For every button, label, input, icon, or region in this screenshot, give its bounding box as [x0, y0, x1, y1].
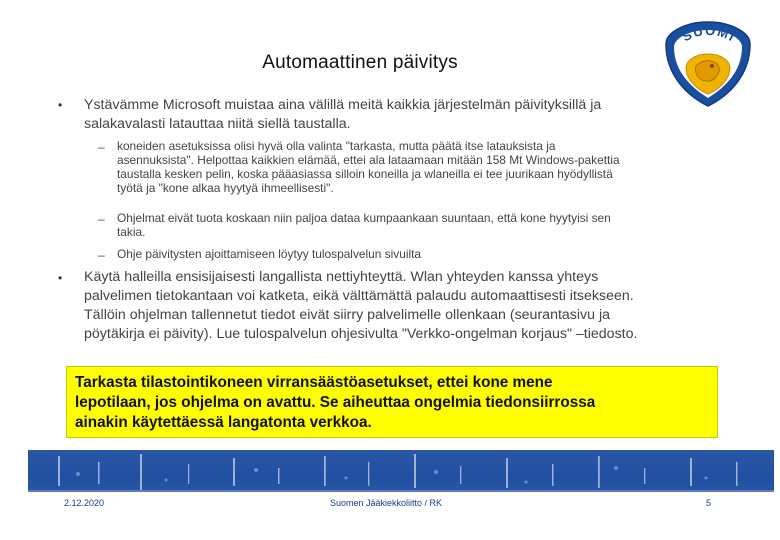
bullet-line: pöytäkirja ei päivity). Lue tulospalvelun ohjesivulta "Verkko-ongelman korjaus" –tiedosto.	[84, 326, 638, 342]
sub-bullet-line: koneiden asetuksissa olisi hyvä olla valinta "tarkasta, mutta päätä itse latauksista ja	[117, 139, 556, 153]
bullet-line: salakavalasti latauttaa niitä siellä taustalla.	[84, 116, 351, 132]
sub-bullet-marker: –	[98, 212, 105, 226]
bullet-marker: •	[58, 271, 63, 285]
footer-page-number: 5	[706, 498, 712, 508]
sub-bullet-line: asennuksista". Helpottaa kaikkien elämää, ettei ala lataamaan mitään 158 Mt Windows-pakettia	[117, 153, 620, 167]
ice-texture-decoration	[28, 450, 774, 498]
bullet-line: Tällöin ohjelman tallennetut tiedot eivät siirry palvelimelle ollenkaan (seurantasivu ja	[84, 307, 611, 323]
slide-title: Automaattinen päivitys	[262, 52, 458, 73]
sub-bullet-line: Ohjelmat eivät tuota koskaan niin paljoa dataa kumpaankaan suuntaan, että kone hyytyisi sen	[117, 211, 611, 225]
sub-bullet-text-2	[117, 211, 717, 239]
sub-bullet-line: työtä ja "kone alkaa hyytyä ihmeellisesti".	[117, 181, 334, 195]
sub-bullet-line: takia.	[117, 225, 146, 239]
notice-line: Tarkasta tilastointikoneen virransäästöasetukset, ettei kone mene	[75, 374, 553, 391]
warning-notice-box	[66, 366, 718, 438]
sub-bullet-marker: –	[98, 140, 105, 154]
bullet-line: Ystävämme Microsoft muistaa aina välillä meitä kaikkia järjestelmän päivityksillä ja	[84, 97, 602, 113]
footer-date: 2.12.2020	[64, 498, 105, 508]
sub-bullet-line: Ohje päivitysten ajoittamiseen löytyy tulospalvelun sivuilta	[117, 247, 422, 261]
sub-bullet-marker: –	[98, 248, 105, 262]
bullet-line: Käytä halleilla ensisijaisesti langallista nettiyhteyttä. Wlan yhteyden kanssa yhteys	[84, 269, 599, 285]
logo-text: SUOMI	[679, 22, 739, 45]
sub-bullet-line: taustalla kesken pelin, koska pääasiassa silloin koneilla ja wlaneilla ei tee juurikaan hyödyllistä	[117, 167, 613, 181]
bullet-text-2	[84, 268, 714, 344]
footer-ice-band	[28, 450, 774, 498]
bullet-text-1	[84, 96, 714, 134]
notice-line: lepotilaan, jos ohjelma on avattu. Se aiheuttaa ongelmia tiedonsiirrossa	[75, 394, 596, 411]
footer-organization: Suomen Jääkiekkoliitto / RK	[330, 498, 443, 508]
sub-bullet-text-3	[117, 247, 717, 261]
sub-bullet-text-1	[117, 139, 717, 195]
bullet-line: palvelimen tietokantaan voi katketa, eikä välttämättä palaudu automaattisesti itsekseen.	[84, 288, 634, 304]
notice-line: ainakin käytettäessä langatonta verkkoa.	[75, 414, 372, 431]
bullet-marker: •	[58, 98, 63, 112]
